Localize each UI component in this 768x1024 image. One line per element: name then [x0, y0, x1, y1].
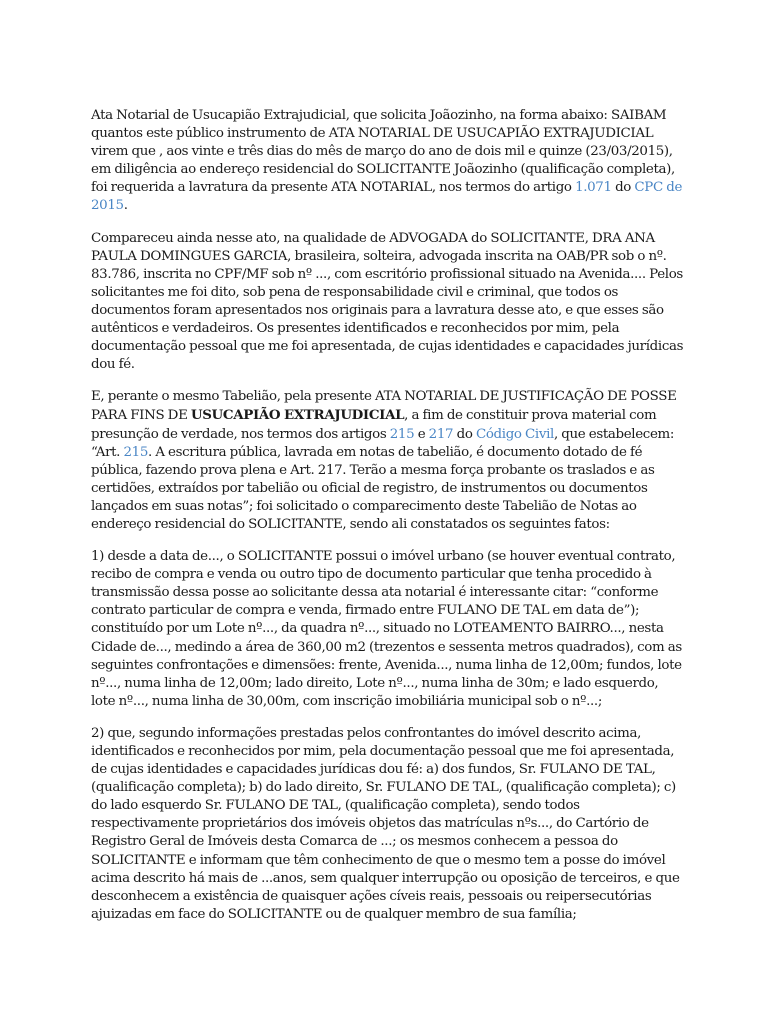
link-article-215[interactable]: 215 — [389, 426, 415, 442]
bold-usucapiao: USUCAPIÃO EXTRAJUDICIAL — [190, 407, 405, 424]
paragraph-fact-1: 1) desde a data de..., o SOLICITANTE possui o imóvel urbano (se houver eventual contrato, recibo de compra e venda ou outro tipo de documento particular que tenha procedido à transmissão dessa posse ao solicitante dessa ata notarial é interessante citar: “conforme contrato particular de compra e venda, firmado entre FULANO DE TAL em data de”); constituído por um Lote nº..., da quadra nº..., situado no LOTEAMENTO BAIRRO..., nesta Cidade de..., medindo a área de 360,00 m2 (trezentos e sessenta metros quadrados), com as seguintes confrontações e dimensões: frente, Avenida..., numa linha de 12,00m; fundos, lote nº..., numa linha de 12,00m; lado direito, Lote nº..., numa linha de 30m; e lado esquerdo, lote nº..., numa linha de 30,00m, com inscrição imobiliária municipal sob o nº...; — [91, 549, 682, 709]
paragraph-advogada: Compareceu ainda nesse ato, na qualidade de ADVOGADA do SOLICITANTE, DRA ANA PAULA DOMINGUES GARCIA, brasileira, solteira, advogada inscrita na OAB/PR sob o nº. 83.786, inscrita no CPF/MF sob nº ..., com escritório profissional situado na Avenida.... Pelos solicitantes me foi dito, sob pena de responsabilidade civil e criminal, que todos os documentos foram apresentados nos originais para a lavratura desse ato, e que esses são autênticos e verdadeiros. Os presentes identificados e reconhecidos por mim, pela documentação pessoal que me foi apresentada, de cujas identidades e capacidades jurídicas dou fé. — [91, 230, 684, 373]
paragraph-intro: Ata Notarial de Usucapião Extrajudicial, que solicita Joãozinho, na forma abaixo: SAIBAM quantos este público instrumento de ATA NOTARIAL DE USUCAPIÃO EXTRAJUDICIAL virem que , aos vinte e três dias do mês de março do ano de dois mil e quinze (23/03/2015), em diligência ao endereço residencial do SOLICITANTE Joãozinho (qualificação completa), foi requerida a lavratura da presente ATA NOTARIAL, nos termos do artigo 1.071 do CPC de 2015. — [91, 108, 683, 214]
link-cpc-2015[interactable]: CPC de 2015 — [91, 180, 683, 214]
link-codigo-civil[interactable]: Código Civil — [475, 426, 554, 442]
paragraph-fact-2: 2) que, segundo informações prestadas pelos confrontantes do imóvel descrito acima, identificados e reconhecidos por mim, pela documentação pessoal que me foi apresentada, de cujas identidades e capacidades jurídicas dou fé: a) dos fundos, Sr. FULANO DE TAL, (qualificação completa); b) do lado direito, Sr. FULANO DE TAL, (qualificação completa); c) do lado esquerdo Sr. FULANO DE TAL, (qualificação completa), sendo todos respectivamente proprietários dos imóveis objetos das matrículas nºs..., do Cartório de Registro Geral de Imóveis desta Comarca de ...; os mesmos conhecem a pessoa do SOLICITANTE e informam que têm conhecimento de que o mesmo tem a posse do imóvel acima descrito há mais de ...anos, sem qualquer interrupção ou oposição de terceiros, e que desconhecem a existência de quaisquer ações cíveis reais, pessoais ou reipersecutórias ajuizadas em face do SOLICITANTE ou de qualquer membro de sua família; — [91, 725, 680, 922]
link-article-217[interactable]: 217 — [428, 426, 454, 442]
document-body — [91, 107, 685, 938]
link-article-1071[interactable]: 1.071 — [575, 180, 612, 196]
paragraph-ata-notarial: E, perante o mesmo Tabelião, pela presente ATA NOTARIAL DE JUSTIFICAÇÃO DE POSSE PARA FINS DE USUCAPIÃO EXTRAJUDICIAL, a fim de constituir prova material com presunção de verdade, nos termos dos artigos 215 e 217 do Código Civil, que estabelecem: “Art. 215. A escritura pública, lavrada em notas de tabelião, é documento dotado de fé pública, fazendo prova plena e Art. 217. Terão a mesma força probante os traslados e as certidões, extraídos por tabelião ou oficial de registro, de instrumentos ou documentos lançados em suas notas”; foi solicitado o comparecimento deste Tabelião de Notas ao endereço residencial do SOLICITANTE, sendo ali constatados os seguintes fatos: — [91, 389, 677, 532]
link-article-215-quote[interactable]: 215 — [123, 444, 148, 460]
